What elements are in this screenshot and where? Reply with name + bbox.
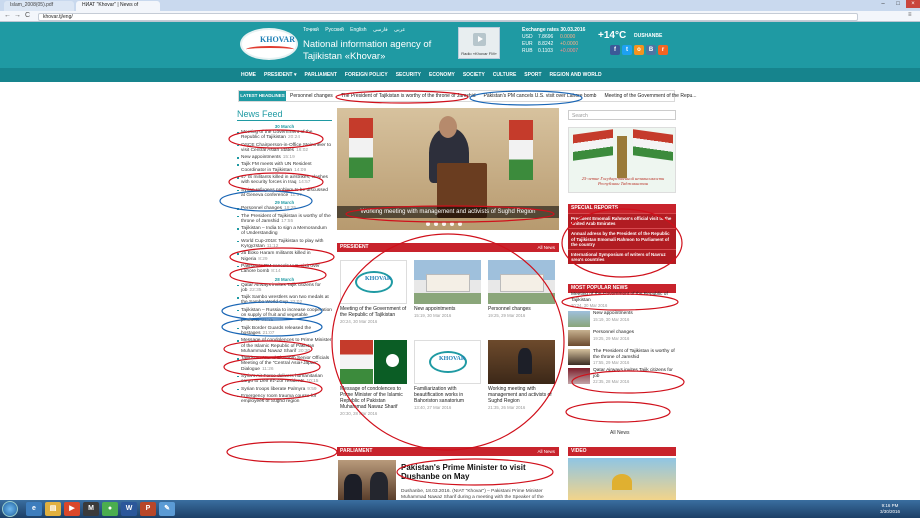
- headline-link[interactable]: Personnel changes: [290, 93, 333, 99]
- parliament-section-header: [337, 447, 559, 456]
- nav-items: [241, 72, 602, 78]
- annotation-ellipse: [227, 442, 337, 462]
- flag-image: [509, 120, 533, 180]
- section-label: PRESIDENT: [340, 244, 369, 250]
- video-thumbnail[interactable]: [568, 458, 676, 500]
- social-links: [610, 45, 668, 55]
- logo-swoosh: [246, 46, 294, 53]
- browser-tab-bar: [0, 0, 920, 11]
- section-label: VIDEO: [571, 448, 587, 454]
- rate-currency: RUB: [522, 48, 533, 54]
- feed-item[interactable]: [237, 214, 332, 225]
- card-image: [340, 260, 407, 304]
- logo-text: KHOVAR: [439, 356, 466, 362]
- main-nav: [0, 68, 920, 82]
- popular-item[interactable]: [568, 349, 676, 365]
- back-button[interactable]: ←: [4, 12, 11, 19]
- pakistan-flag: [374, 340, 407, 384]
- tab-title: НИАТ "Khovar" | News of: [82, 2, 139, 8]
- media-player-icon[interactable]: ▶: [64, 502, 80, 516]
- independence-banner[interactable]: [568, 127, 676, 193]
- news-feed-list: [237, 123, 332, 406]
- popular-text: [593, 349, 676, 365]
- special-reports-header: [568, 204, 676, 213]
- feed-item-time: 22:35: [249, 287, 262, 293]
- latest-headlines-ticker: [238, 90, 697, 102]
- section-label: PARLIAMENT: [340, 448, 373, 454]
- feed-item-title[interactable]: Tajikistan – Russia to increase cooperation on supply of fruit and vegetable products: [241, 307, 332, 324]
- feed-item-title[interactable]: Pakistan's PM cancels U.S. visit over Lahore bomb: [241, 263, 320, 275]
- rate-value: 7.8696: [538, 34, 554, 40]
- card-image: [414, 340, 481, 384]
- feed-item-time: 9:59: [307, 386, 317, 392]
- popular-date: 17:55, 29 Mar 2016: [593, 360, 630, 365]
- popular-text: [593, 330, 634, 346]
- lang-arabic[interactable]: عربى: [394, 27, 406, 33]
- card-date: 20:30, 28 Mar 2016: [340, 411, 378, 416]
- feed-item-time: 17:55: [281, 218, 294, 224]
- feed-item-title[interactable]: Personnel changes: [241, 206, 283, 212]
- feed-item-time: 14:09: [294, 167, 307, 173]
- lang-persian[interactable]: فارسی: [372, 27, 388, 33]
- odnoklassniki-icon[interactable]: o: [634, 45, 644, 55]
- word-icon[interactable]: W: [121, 502, 137, 516]
- logo-oval: [355, 271, 393, 293]
- feed-item-title[interactable]: Syrian refugees problem to be discussed at Geneva conference: [241, 187, 328, 198]
- browser-tab-pdf[interactable]: [4, 1, 74, 11]
- card-title[interactable]: Meeting of the Government of the Republic of Tajikistan: [340, 306, 407, 318]
- popular-text: [593, 311, 633, 327]
- monument-image: [617, 136, 627, 178]
- feed-item-time: 11:12: [266, 244, 279, 250]
- feed-date: 28 March: [274, 276, 295, 282]
- slider-dots: [426, 222, 462, 226]
- nav-item[interactable]: PRESIDENT ▾: [264, 72, 297, 78]
- headline-link[interactable]: Pakistan's PM cancels U.S. visit over Lahore bomb: [483, 93, 597, 99]
- popular-date: 19:25, 29 Mar 2016: [593, 335, 630, 341]
- feed-item-title[interactable]: Tajikistan – India to sign a Memorandum of Understanding: [241, 226, 327, 237]
- nav-item[interactable]: HOME: [241, 72, 256, 78]
- feed-date: 30 March: [274, 124, 295, 129]
- feed-item[interactable]: [237, 356, 332, 372]
- popular-text: [593, 368, 676, 384]
- feed-item[interactable]: [237, 374, 332, 385]
- maximize-button[interactable]: □: [896, 1, 900, 7]
- ie-icon[interactable]: e: [26, 502, 42, 516]
- popular-title[interactable]: Meeting of the Government of the Republic of Tajikistan: [571, 292, 668, 303]
- rate-row: [522, 34, 590, 41]
- feed-item-title[interactable]: Meeting of the Government of the Republic of Tajikistan: [241, 130, 313, 141]
- popular-thumbnail[interactable]: [568, 311, 590, 327]
- feed-item-time: 11:57: [290, 192, 302, 198]
- slider-dot[interactable]: [458, 222, 462, 226]
- slider-dot[interactable]: [450, 222, 454, 226]
- popular-date: 22:35, 28 Mar 2016: [593, 379, 630, 384]
- parliament-headline[interactable]: Pakistan's Prime Minister to visit Dushanbe on May: [401, 463, 526, 481]
- section-label: SPECIAL REPORTS: [571, 205, 619, 211]
- reload-button[interactable]: C: [25, 12, 31, 19]
- rate-value: 8.8242: [538, 41, 554, 47]
- nav-item[interactable]: SPORT: [524, 72, 542, 78]
- tajik-flag: [340, 340, 373, 384]
- rate-value: 0.1103: [538, 48, 553, 54]
- feed-item-title[interactable]: Tajikistan Attend Eleventh Senior Officials Meeting of the "Central Asia+Japan" Dialogue: [241, 356, 330, 372]
- popular-title[interactable]: Qatar Airways invites Tajik citizens for job: [593, 368, 673, 379]
- nav-item[interactable]: SECURITY: [395, 72, 421, 78]
- section-label: MOST POPULAR NEWS: [571, 285, 628, 291]
- card-title[interactable]: Familiarization with beautification works in Bahoriston sanatorium: [414, 386, 465, 404]
- feed-item[interactable]: [237, 162, 332, 173]
- feed-item-time: 22:02: [290, 300, 303, 306]
- feed-item-title[interactable]: Emergency room trauma course for employees of Sughd region: [241, 393, 317, 405]
- feed-item-time: 20:30: [298, 348, 311, 354]
- card-date: 19:25, 29 Mar 2016: [488, 313, 526, 318]
- rate-row: [522, 48, 590, 55]
- card-title[interactable]: New appointments: [414, 306, 456, 312]
- feed-item-title[interactable]: Tajik Sambo wrestlers won two medals at the Sambo World Cup: [241, 295, 329, 306]
- annotation-ellipse: [566, 402, 670, 422]
- feed-item-title[interactable]: 25 Boko Haram militants killed in Nigeria: [241, 251, 311, 262]
- news-feed-title: News Feed: [237, 109, 283, 119]
- rate-delta: +0.0000: [560, 41, 579, 47]
- rate-delta: 0.0000: [560, 34, 576, 40]
- building: [500, 274, 544, 292]
- folder-icon[interactable]: ▤: [45, 502, 61, 516]
- featured-slider[interactable]: [337, 108, 559, 230]
- news-card[interactable]: [488, 340, 555, 410]
- speaker-figure: [518, 348, 532, 374]
- site-logo[interactable]: [240, 28, 298, 60]
- feed-item[interactable]: [237, 130, 332, 141]
- feed-item-title[interactable]: The President of Tajikistan is worthy of the throne of Jamshid: [241, 213, 331, 224]
- browser-tab-khovar[interactable]: [76, 1, 160, 11]
- card-image: [488, 260, 555, 304]
- slide-caption[interactable]: Working meeting with management and activists of Sughd Region: [337, 206, 559, 218]
- slider-dot[interactable]: [434, 222, 438, 226]
- feed-item[interactable]: [237, 387, 332, 392]
- card-title[interactable]: Working meeting with management and activists of Sughd Region: [488, 386, 552, 404]
- radio-label: Radio «Khovar FM»: [461, 51, 497, 56]
- tab-title: Islam_2008(05).pdf: [10, 2, 54, 8]
- address-bar-row: [0, 11, 920, 22]
- popular-title[interactable]: The President of Tajikistan is worthy of the throne of Jamshid: [593, 349, 675, 360]
- popular-item[interactable]: [568, 292, 676, 308]
- feed-item[interactable]: [237, 326, 332, 337]
- card-image: [340, 340, 407, 384]
- feed-item[interactable]: [237, 239, 332, 250]
- site-header: [0, 22, 920, 68]
- close-window-button[interactable]: ×: [906, 0, 920, 8]
- vk-icon[interactable]: B: [646, 45, 656, 55]
- feed-item-time: 21:35: [261, 318, 274, 324]
- popular-date: 15:19, 30 Mar 2016: [593, 316, 630, 322]
- feed-item-time: 8:29: [258, 256, 268, 262]
- news-card[interactable]: [414, 260, 481, 318]
- rss-icon[interactable]: r: [658, 45, 668, 55]
- rates-title: Exchange rates 30.03.2016: [522, 27, 586, 33]
- popular-thumbnail[interactable]: [568, 349, 590, 365]
- rate-delta: +0.0007: [560, 48, 579, 54]
- menu-icon[interactable]: ≡: [908, 12, 912, 18]
- parliament-image[interactable]: [338, 460, 396, 500]
- feed-item-time: 19:25: [284, 206, 297, 212]
- news-card[interactable]: [488, 260, 555, 318]
- radio-widget[interactable]: [458, 27, 500, 59]
- search-input[interactable]: Search: [568, 110, 676, 120]
- popular-title[interactable]: Personnel changes: [593, 330, 635, 335]
- city-name: DUSHANBE: [634, 33, 663, 39]
- feed-item-time: 14:57: [298, 180, 311, 186]
- lang-russian[interactable]: Русский: [325, 27, 344, 33]
- card-date: 13:40, 27 Mar 2016: [414, 405, 452, 410]
- feed-item-title[interactable]: Tajik FM meets with UN Resident Coordinator in Tajikistan: [241, 162, 312, 173]
- special-report-item[interactable]: International Symposium of writers of Navruz area's countries: [568, 249, 676, 264]
- building: [426, 274, 470, 292]
- twitter-icon[interactable]: t: [622, 45, 632, 55]
- exchange-rates: [522, 27, 590, 55]
- popular-title[interactable]: New appointments: [593, 311, 633, 316]
- language-switcher: [303, 27, 410, 33]
- feed-item-title[interactable]: World Cup-2018: Tajikistan to play with Kyrgyzstan: [241, 238, 324, 250]
- nav-item[interactable]: ECONOMY: [428, 72, 455, 78]
- popular-text: [571, 292, 676, 308]
- feed-date: 29 March: [274, 200, 295, 206]
- feed-item-title[interactable]: Syrian troops liberate Palmyra: [241, 386, 306, 392]
- feed-item[interactable]: [237, 394, 332, 405]
- feed-item[interactable]: [237, 264, 332, 275]
- headline-link[interactable]: Meeting of the Government of the Repu...: [604, 93, 697, 99]
- feed-item-time: 20:24: [287, 135, 300, 141]
- person-figure: [344, 474, 362, 500]
- feed-item-time: 21:07: [262, 330, 275, 336]
- powerpoint-icon[interactable]: P: [140, 502, 156, 516]
- card-date: 20:24, 30 Mar 2016: [340, 319, 378, 324]
- headline-items: [290, 93, 696, 99]
- nav-item[interactable]: CULTURE: [492, 72, 517, 78]
- special-report-item[interactable]: President Emomali Rahmon's official visit to the United Arab Emirates: [568, 213, 676, 228]
- speaker-head: [439, 116, 457, 138]
- flag-image: [573, 129, 613, 161]
- president-section-header: [337, 243, 559, 252]
- card-date: 15:19, 30 Mar 2016: [414, 313, 452, 318]
- feed-item[interactable]: [237, 251, 332, 262]
- slider-dot[interactable]: [442, 222, 446, 226]
- start-button[interactable]: [2, 501, 18, 517]
- site-name[interactable]: National information agency of Tajikistan «Khovar»: [303, 39, 432, 62]
- feed-item-title[interactable]: Message of condolences to Prime Minister of the Islamic Republic of Pakistan Muhammad Nawaz Sharif: [241, 338, 332, 354]
- feed-item-time: 16:02: [296, 147, 309, 153]
- feed-item-title[interactable]: Qatar Airways invites Tajik citizens for job: [241, 282, 321, 293]
- rate-currency: USD: [522, 34, 533, 40]
- special-report-item[interactable]: Annual adress by the President of the Republic of Tajikistan Emomali Rahmon to Parliament of the country: [568, 228, 676, 249]
- lang-english[interactable]: English: [350, 27, 367, 33]
- play-triangle: [478, 36, 483, 42]
- feed-item-title[interactable]: Tajik Border Guards released the hostages: [241, 325, 312, 336]
- nav-item[interactable]: FOREIGN POLICY: [344, 72, 388, 78]
- feed-item[interactable]: [237, 155, 332, 160]
- person-figure: [370, 472, 388, 500]
- paint-icon[interactable]: ✎: [159, 502, 175, 516]
- popular-item[interactable]: [568, 311, 676, 327]
- flag-image: [633, 129, 673, 161]
- all-news-link[interactable]: All News: [537, 449, 555, 454]
- divider: [237, 120, 332, 121]
- video-emblem: [612, 474, 632, 490]
- feed-item[interactable]: [237, 308, 332, 324]
- system-clock[interactable]: [880, 503, 900, 515]
- feed-item-title[interactable]: 47 IS militants killed in airstrikes, clashes with security forces in Iraq: [241, 175, 328, 186]
- feed-item[interactable]: [237, 143, 332, 154]
- nav-item[interactable]: PARLIAMENT: [304, 72, 337, 78]
- feed-item-time: 11:26: [261, 366, 274, 372]
- feed-item[interactable]: [237, 188, 332, 199]
- headline-link[interactable]: The President of Tajikistan is worthy of the throne of Jamshid: [340, 93, 476, 99]
- slider-dot[interactable]: [426, 222, 430, 226]
- popular-item[interactable]: [568, 330, 676, 346]
- nav-item[interactable]: REGION AND WORLD: [549, 72, 602, 78]
- card-date: 21:35, 26 Mar 2016: [488, 405, 526, 410]
- facebook-icon[interactable]: f: [610, 45, 620, 55]
- popular-thumbnail[interactable]: [568, 368, 590, 384]
- all-news-link[interactable]: All News: [610, 430, 630, 436]
- minimize-button[interactable]: –: [881, 1, 885, 7]
- windows-taskbar: [0, 500, 920, 518]
- rate-row: [522, 41, 590, 48]
- headlines-label: LATEST HEADLINES: [239, 91, 286, 101]
- feed-item-time: 8:14: [271, 269, 281, 275]
- feed-item-title[interactable]: Syria's Air Force delivers humanitarian cargo to Deir ez-Zor residents: [241, 373, 323, 385]
- feed-item-time: 10:15: [306, 379, 319, 385]
- flag-image: [349, 118, 373, 178]
- card-image: [488, 340, 555, 384]
- special-reports-list: [568, 213, 676, 264]
- card-image: [414, 260, 481, 304]
- card-title[interactable]: Personnel changes: [488, 306, 531, 312]
- nav-item[interactable]: SOCIETY: [462, 72, 485, 78]
- news-card[interactable]: [340, 340, 407, 416]
- most-popular-list: [568, 292, 676, 387]
- rate-currency: EUR: [522, 41, 533, 47]
- forward-button[interactable]: →: [14, 12, 21, 19]
- feed-item[interactable]: [237, 175, 332, 186]
- parliament-summary: Dushanbe, 18.03.2016. (NIAT "Khovar") – Pakistani Prime Minister Muhammad Nawaz Sharif during a meeting with the Speaker of the: [401, 489, 544, 500]
- feed-item-time: 15:19: [282, 155, 295, 161]
- feed-item[interactable]: [237, 283, 332, 294]
- feed-item-title[interactable]: OSCE Chairperson-in-Office Steinmeier to visit Central Asian States: [241, 142, 332, 153]
- all-news-link[interactable]: All News: [537, 245, 555, 250]
- popular-thumbnail[interactable]: [568, 330, 590, 346]
- news-card[interactable]: [340, 260, 407, 324]
- logo-text: KHOVAR: [365, 276, 392, 282]
- logo-oval: [429, 351, 467, 373]
- card-title[interactable]: Message of condolences to Prime Minister of the Islamic Republic of Pakistan Muhammad Nawaz Sharif: [340, 386, 403, 410]
- video-section-header: [568, 447, 676, 456]
- feed-item[interactable]: [237, 206, 332, 211]
- banner-text: 25-летие Государственной независимости Республики Таджикистан: [581, 176, 665, 186]
- feed-item-title[interactable]: New appointments: [241, 155, 281, 161]
- feed-item[interactable]: [237, 295, 332, 306]
- clock-time: 9:16 PM: [881, 503, 899, 508]
- app-icon[interactable]: M: [83, 502, 99, 516]
- temperature: +14°C: [598, 30, 627, 41]
- logo-text: KHOVAR: [260, 35, 295, 44]
- chrome-icon[interactable]: ●: [102, 502, 118, 516]
- popular-item[interactable]: [568, 368, 676, 384]
- feed-item[interactable]: [237, 338, 332, 354]
- clock-date: 3/30/2016: [880, 509, 901, 514]
- feed-item[interactable]: [237, 226, 332, 237]
- news-card[interactable]: [414, 340, 481, 410]
- url-input[interactable]: khovar.tj/eng/: [38, 13, 858, 21]
- popular-date: 20:24, 30 Mar 2016: [571, 303, 608, 308]
- lang-tajik[interactable]: Тоҷикӣ: [303, 27, 319, 33]
